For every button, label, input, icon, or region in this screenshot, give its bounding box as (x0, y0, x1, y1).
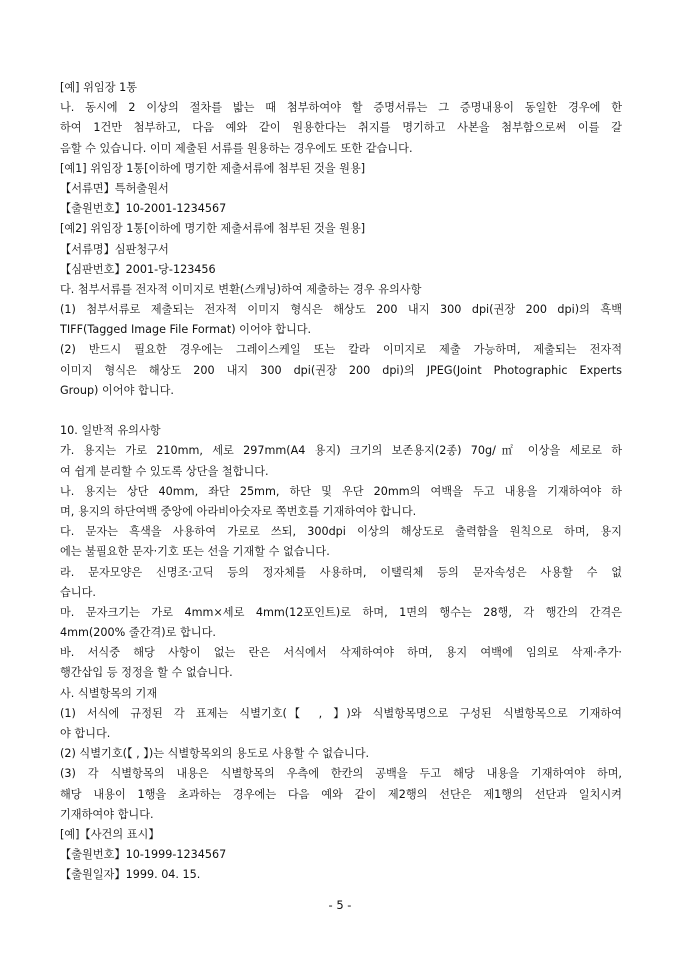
text-line: 【출원일자】1999. 04. 15. (60, 868, 201, 882)
text-line: 하여 1건만 첨부하고, 다음 예와 같이 원용한다는 취지를 명기하고 사본을 첨부함으로써 이를 갈 (60, 121, 622, 135)
text-line: (1) 첨부서류로 제출되는 전자적 이미지 형식은 해상도 200 내지 300 dpi(권장 200 dpi)의 흑백 (60, 303, 622, 317)
page-body (60, 78, 622, 886)
page-number: - 5 - (328, 898, 352, 912)
text-line: 여 쉽게 분리할 수 있도록 상단을 철합니다. (60, 464, 269, 478)
text-line: [예1] 위임장 1통[이하에 명기한 제출서류에 첨부된 것을 원용] (60, 161, 366, 175)
text-line: 야 합니다. (60, 727, 111, 740)
text-line: 마. 문자크기는 가로 4mm×세로 4mm(12포인트)로 하며, 1면의 행수는 28행, 각 행간의 간격은 (60, 605, 622, 619)
text-line: Group) 이어야 합니다. (60, 383, 174, 397)
text-line: [예]【사건의 표시】 (60, 827, 160, 841)
text-line: 10. 일반적 유의사항 (60, 424, 161, 438)
text-line: 라. 문자모양은 신명조·고딕 등의 정자체를 사용하며, 이탤릭체 등의 문자속성은 사용할 수 없 (60, 565, 622, 579)
text-line: (2) 반드시 필요한 경우에는 그레이스케일 또는 칼라 이미지로 제출 가능하며, 제출되는 전자적 (60, 343, 622, 357)
text-line: 며, 용지의 하단여백 중앙에 아라비아숫자로 쪽번호를 기재하여야 합니다. (60, 504, 417, 518)
text-line: 【심판번호】2001-당-123456 (60, 262, 216, 276)
text-line: 【서류면】특허출원서 (60, 181, 169, 195)
text-line: 다. 첨부서류를 전자적 이미지로 변환(스캐닝)하여 제출하는 경우 유의사항 (60, 282, 422, 296)
text-line: [예2] 위임장 1통[이하에 명기한 제출서류에 첨부된 것을 원용] (60, 222, 366, 236)
text-line: 4mm(200% 줄간격)로 합니다. (60, 626, 216, 640)
text-line: 기재하여야 합니다. (60, 807, 154, 821)
text-line: 해당 내용이 1행을 초과하는 경우에는 다음 예와 같이 제2행의 선단은 제1행의 선단과 일치시켜 (60, 787, 622, 801)
text-line: 【출원번호】10-2001-1234567 (60, 202, 227, 216)
text-line: (3) 각 식별항목의 내용은 식별항목의 우측에 한칸의 공백을 두고 해당 내용을 기재하여야 하며, (60, 767, 622, 781)
text-line: (2) 식별기호(【 , 】)는 식별항목외의 용도로 사용할 수 없습니다. (60, 747, 370, 761)
text-line: 나. 동시에 2 이상의 절차를 밟는 때 첨부하여야 할 증명서류는 그 증명내용이 동일한 경우에 한 (60, 101, 622, 115)
section-spacer (60, 401, 622, 421)
text-line: 바. 서식중 해당 사항이 없는 란은 서식에서 삭제하여야 하며, 용지 여백에 임의로 삭제·추가· (60, 646, 622, 660)
text-line: 【서류명】심판청구서 (60, 242, 169, 256)
text-line: 다. 문자는 흑색을 사용하여 가로로 쓰되, 300dpi 이상의 해상도로 출력함을 원칙으로 하며, 용지 (60, 525, 622, 539)
text-line: [예] 위임장 1통 (60, 81, 137, 94)
text-line: 이미지 형식은 해상도 200 내지 300 dpi(권장 200 dpi)의 JPEG(Joint Photographic Experts (60, 363, 622, 377)
text-line: TIFF(Tagged Image File Format) 이어야 합니다. (60, 323, 312, 337)
text-line: (1) 서식에 규정된 각 표제는 식별기호(【 , 】)와 식별항목명으로 구성된 식별항목으로 기재하여 (60, 706, 622, 720)
text-line: 가. 용지는 가로 210mm, 세로 297mm(A4 용지) 크기의 보존용지(2종) 70g/㎡ 이상을 세로로 하 (60, 444, 622, 458)
text-line: 에는 불필요한 문자·기호 또는 선을 기재할 수 없습니다. (60, 545, 330, 559)
text-section (60, 421, 622, 885)
text-line: 사. 식별항목의 기재 (60, 686, 158, 700)
text-line: 행간삽입 등 정정을 할 수 없습니다. (60, 666, 233, 680)
text-line: 음할 수 있습니다. 이미 제출된 서류를 원용하는 경우에도 또한 같습니다. (60, 141, 413, 155)
text-line: 나. 용지는 상단 40mm, 좌단 25mm, 하단 및 우단 20mm의 여백을 두고 내용을 기재하여야 하 (60, 484, 622, 498)
text-line: 【출원번호】10-1999-1234567 (60, 848, 227, 862)
text-section (60, 78, 622, 401)
text-line: 습니다. (60, 585, 96, 599)
